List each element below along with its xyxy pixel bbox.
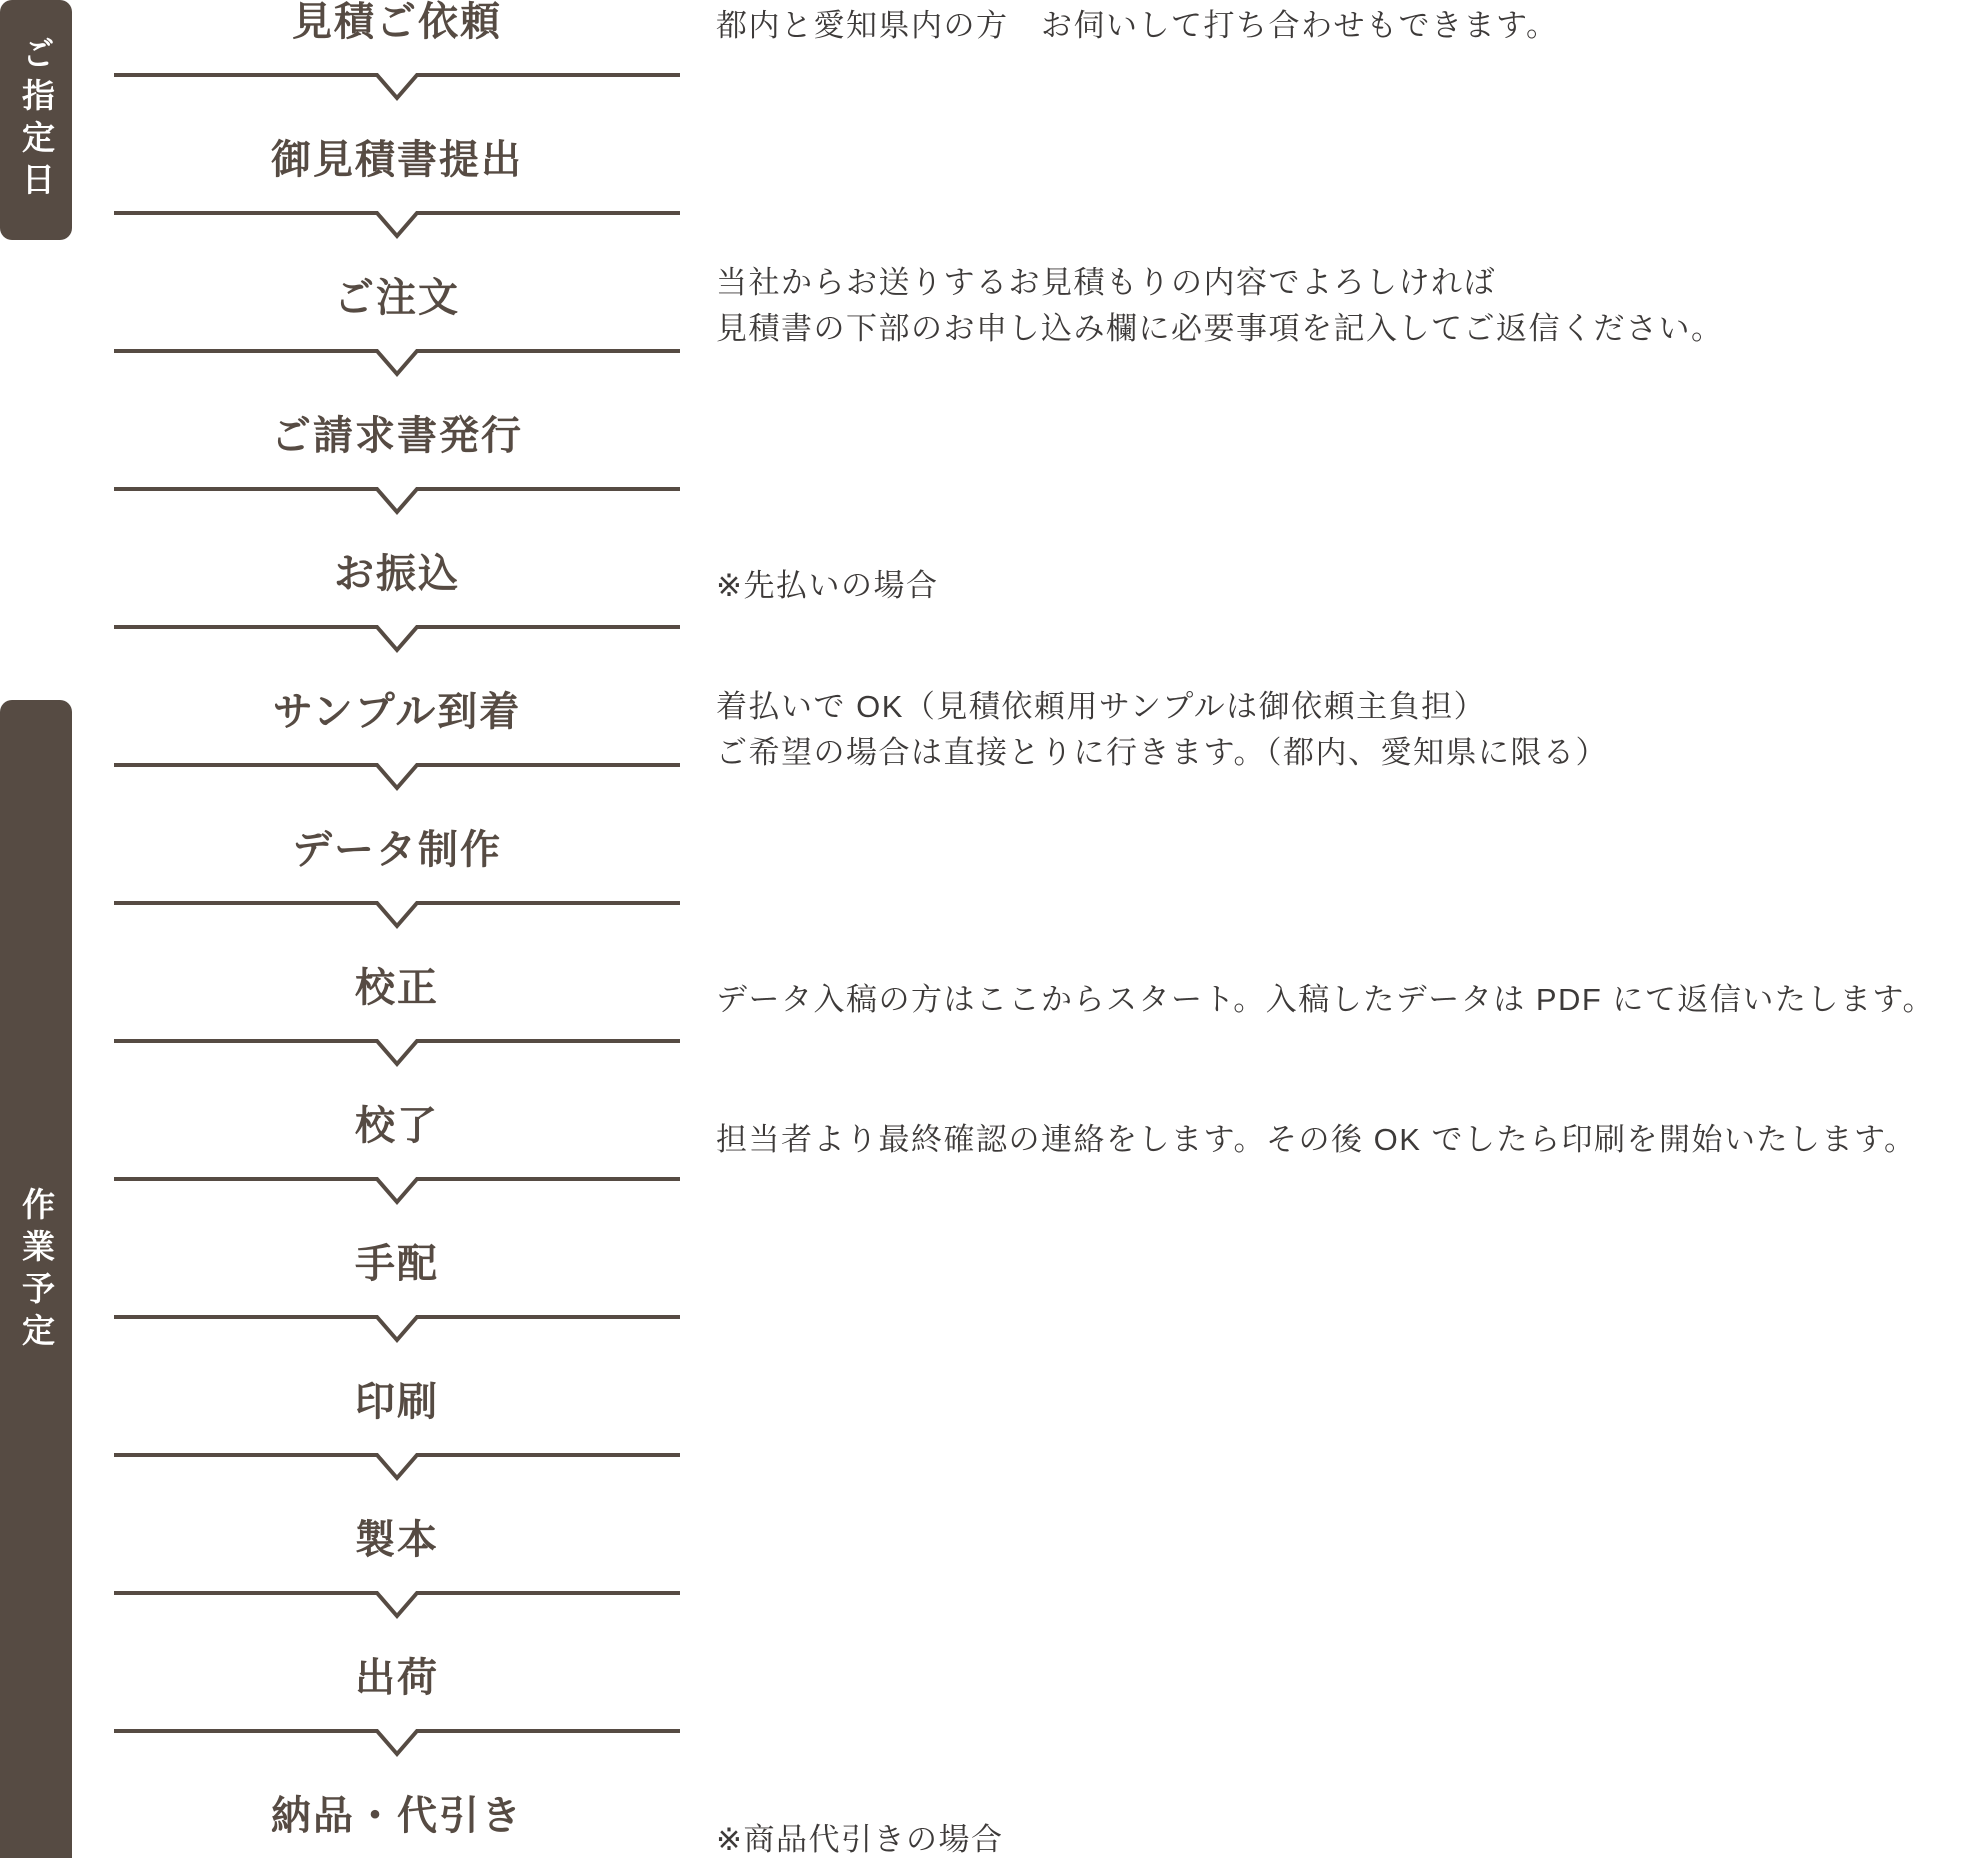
flow-step (114, 349, 680, 489)
step-label: 見積ご依頼 (292, 0, 502, 44)
flow-step (114, 625, 680, 765)
annotation-line: 当社からお送りするお見積もりの内容でよろしければ (716, 265, 1496, 300)
chevron-down-icon (114, 1591, 680, 1621)
flow-step (114, 1591, 680, 1731)
step-annotation (716, 1817, 1003, 1858)
annotation-line: ※商品代引きの場合 (716, 1822, 1004, 1857)
step-label: 手配 (355, 1242, 439, 1286)
flow-step (114, 1453, 680, 1593)
side-badge-label: ご指定日 (18, 36, 55, 204)
step-label: 製本 (355, 1518, 439, 1562)
step-label: 校了 (355, 1104, 439, 1148)
annotation-line: 都内と愛知県内の方 お伺いして打ち合わせもできます。 (716, 8, 1559, 43)
step-label: 出荷 (355, 1656, 439, 1700)
side-badge-work-schedule (0, 700, 72, 1858)
chevron-down-icon (114, 349, 680, 379)
flow-step (114, 763, 680, 903)
step-label: お振込 (334, 552, 460, 596)
annotation-line: ご希望の場合は直接とりに行きます。（都内、愛知県に限る） (716, 735, 1609, 770)
annotation-line: 着払いで OK（見積依頼用サンプルは御依頼主負担） (716, 689, 1487, 724)
chevron-down-icon (114, 487, 680, 517)
flow-column (114, 0, 680, 1858)
annotation-line: データ入稿の方はここからスタート。入稿したデータは PDF にて返信いたします。 (716, 982, 1935, 1017)
chevron-down-icon (114, 73, 680, 103)
chevron-down-icon (114, 1453, 680, 1483)
flow-step (114, 1315, 680, 1455)
side-badge-designated-date (0, 0, 72, 240)
flow-step (114, 487, 680, 627)
chevron-down-icon (114, 1315, 680, 1345)
step-annotation (716, 3, 1559, 49)
step-label: データ制作 (292, 828, 502, 872)
step-annotation (716, 684, 1608, 776)
step-label: 納品・代引き (271, 1794, 523, 1838)
step-annotation (716, 260, 1724, 352)
flow-step (114, 1729, 680, 1858)
flow-step (114, 1039, 680, 1179)
flow-step (114, 211, 680, 351)
step-label: サンプル到着 (272, 690, 522, 734)
annotation-line: 担当者より最終確認の連絡をします。その後 OK でしたら印刷を開始いたします。 (716, 1122, 1917, 1157)
step-annotation (716, 563, 938, 609)
flow-step (114, 0, 680, 75)
annotation-line: ※先払いの場合 (716, 568, 939, 603)
chevron-down-icon (114, 1729, 680, 1759)
chevron-down-icon (114, 763, 680, 793)
step-annotation (716, 977, 1935, 1023)
step-label: 印刷 (355, 1380, 439, 1424)
chevron-down-icon (114, 1039, 680, 1069)
step-annotation (716, 1117, 1917, 1163)
chevron-down-icon (114, 1177, 680, 1207)
step-label: 校正 (355, 966, 439, 1010)
chevron-down-icon (114, 211, 680, 241)
annotation-line: 見積書の下部のお申し込み欄に必要事項を記入してご返信ください。 (716, 311, 1724, 346)
flow-step (114, 73, 680, 213)
flow-step (114, 1177, 680, 1317)
step-label: 御見積書提出 (271, 138, 523, 182)
chevron-down-icon (114, 625, 680, 655)
step-label: ご注文 (334, 276, 460, 320)
chevron-down-icon (114, 901, 680, 931)
flow-step (114, 901, 680, 1041)
side-badge-label: 作業予定 (18, 1187, 55, 1355)
step-label: ご請求書発行 (271, 414, 523, 458)
